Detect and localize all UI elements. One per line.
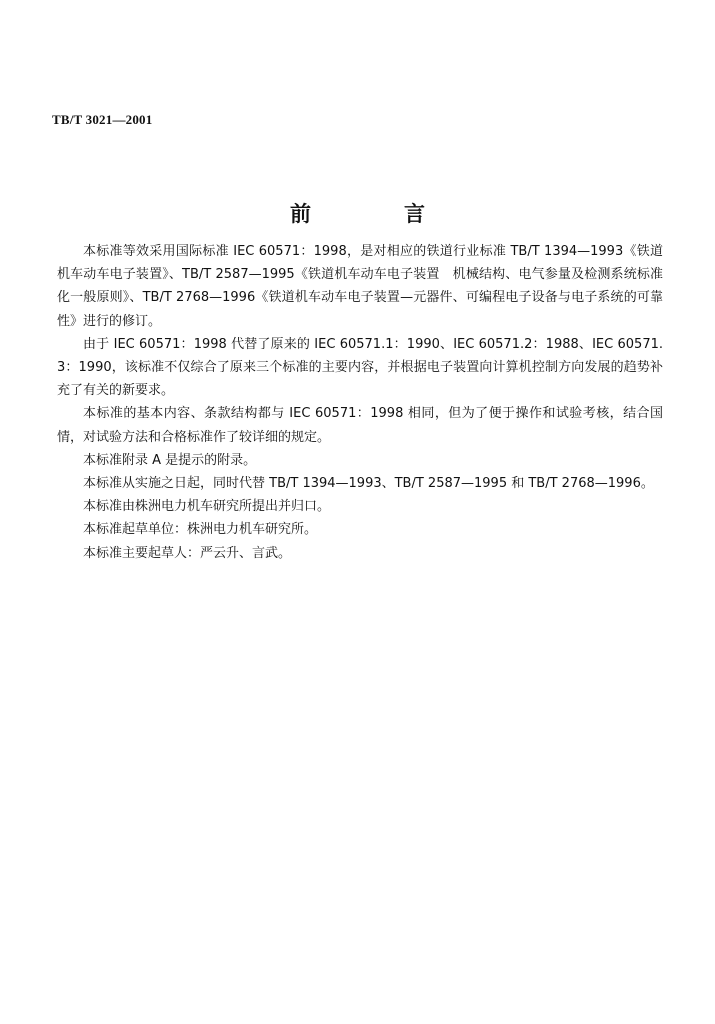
foreword-body bbox=[57, 240, 663, 565]
standard-code: TB/T 3021—2001 bbox=[52, 112, 153, 127]
paragraph-5: 本标准从实施之日起，同时代替 TB/T 1394—1993、TB/T 2587—1995 和 TB/T 2768—1996。 bbox=[83, 476, 654, 492]
paragraph-2: 由于 IEC 60571：1998 代替了原来的 IEC 60571.1：1990、IEC 60571.2：1988、IEC 60571.3：1990，该标准不仅综合了原来三个标准的主要内容，并根据电子装置向计算机控制方向发展的趋势补充了有关的新要求。 bbox=[57, 336, 663, 399]
paragraph-1: 本标准等效采用国际标准 IEC 60571：1998，是对相应的铁道行业标准 TB/T 1394—1993《铁道机车动车电子装置》、TB/T 2587—1995《铁道机车动车电子装置 机械结构、电气参量及检测系统标准化一般原则》、TB/T 2768—1996《铁道机车动车电子装置—元器件、可编程电子设备与电子系统的可靠性》进行的修订。 bbox=[57, 244, 663, 329]
paragraph-8: 本标准主要起草人：严云升、言武。 bbox=[83, 545, 292, 561]
paragraph-6: 本标准由株洲电力机车研究所提出并归口。 bbox=[83, 499, 331, 515]
page-title: 前 言 bbox=[290, 202, 461, 226]
paragraph-7: 本标准起草单位：株洲电力机车研究所。 bbox=[83, 522, 318, 538]
paragraph-3: 本标准的基本内容、条款结构都与 IEC 60571：1998 相同，但为了便于操作和试验考核，结合国情，对试验方法和合格标准作了较详细的规定。 bbox=[57, 406, 663, 445]
paragraph-4: 本标准附录 A 是提示的附录。 bbox=[83, 452, 257, 468]
